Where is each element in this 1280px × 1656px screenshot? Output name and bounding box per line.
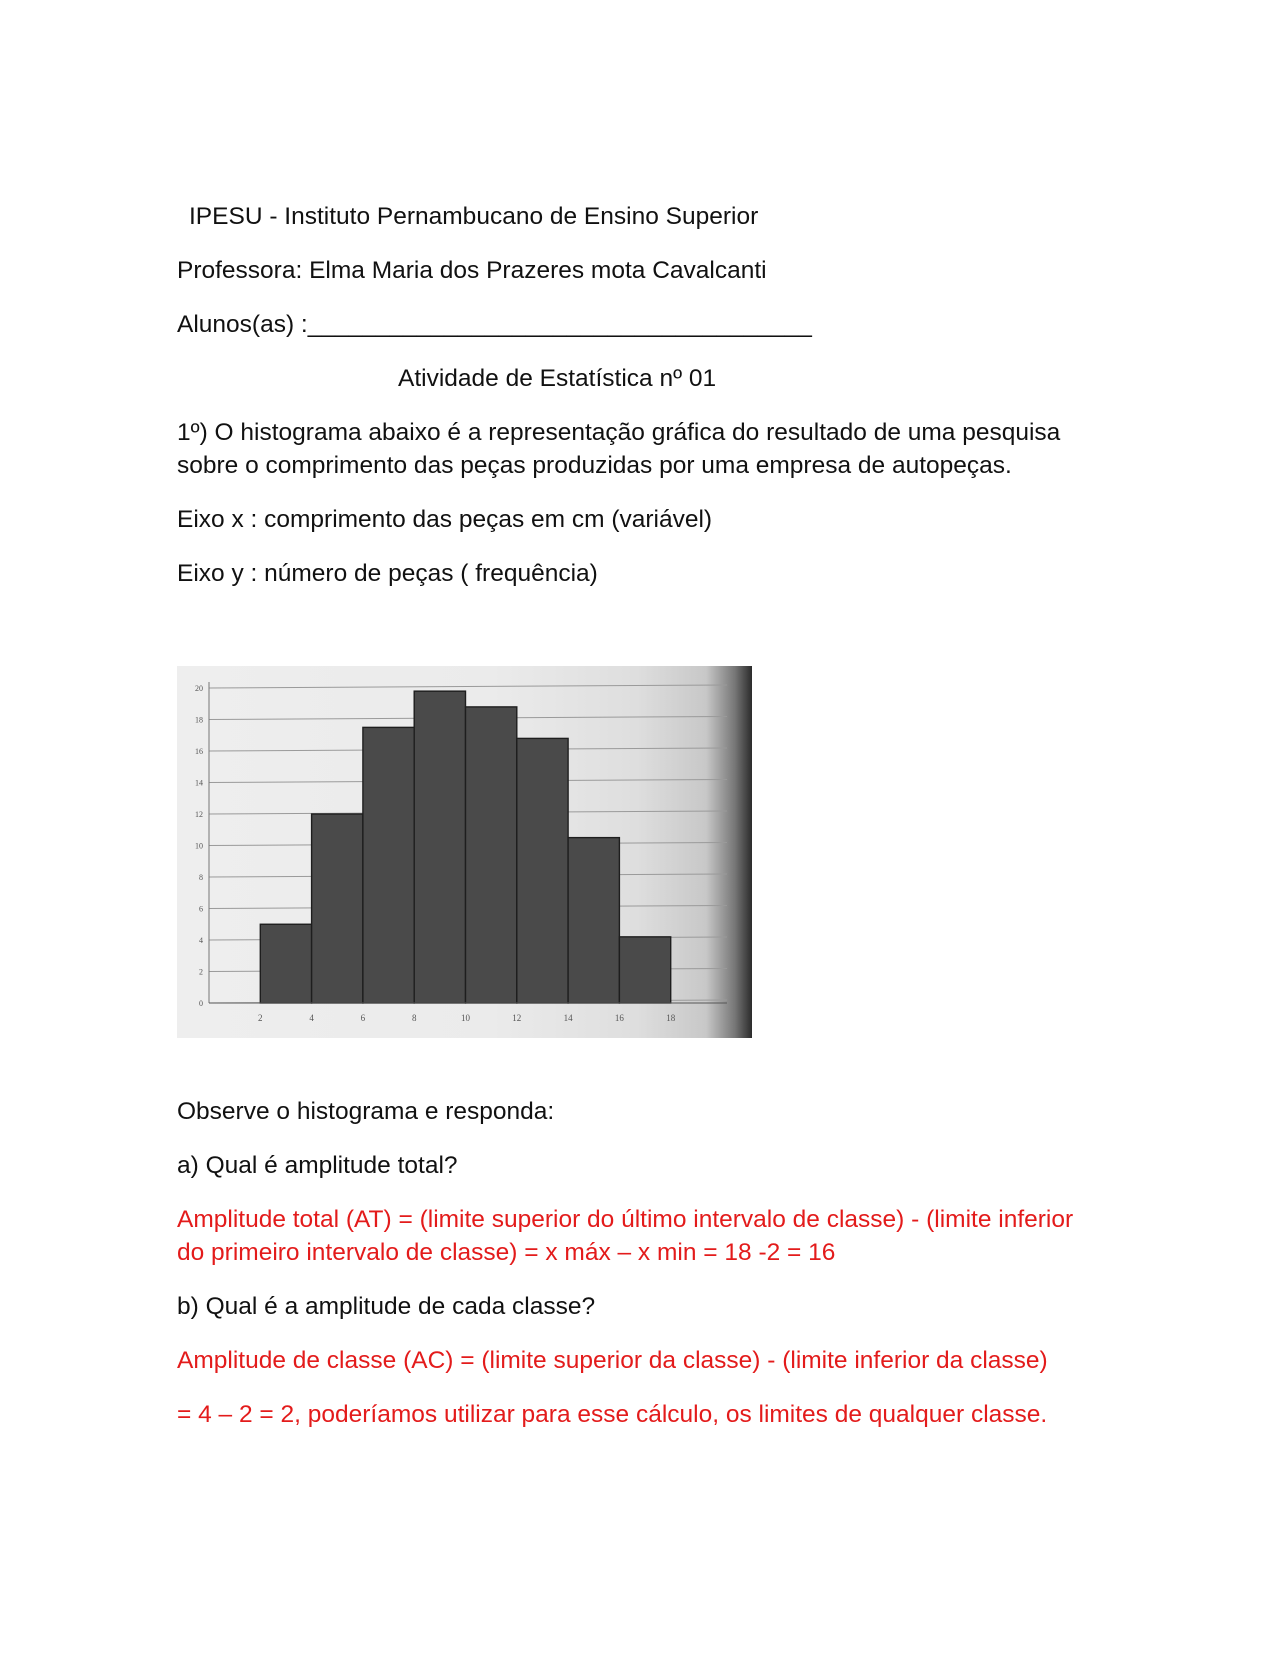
y-tick-label: 8 xyxy=(199,873,203,882)
students-line: Alunos(as) :_____________________________________ xyxy=(177,311,812,338)
y-tick-label: 6 xyxy=(199,904,203,914)
histogram-chart xyxy=(177,666,752,1038)
histogram-bar xyxy=(466,707,517,1003)
x-tick-label: 2 xyxy=(258,1013,263,1023)
x-tick-label: 12 xyxy=(512,1013,522,1023)
x-tick-label: 16 xyxy=(614,1013,624,1023)
x-tick-label: 10 xyxy=(461,1013,470,1023)
histogram-bar xyxy=(414,691,465,1003)
question-b: b) Qual é a amplitude de cada classe? xyxy=(177,1293,596,1320)
x-tick-label: 6 xyxy=(360,1013,366,1023)
x-tick-label: 18 xyxy=(666,1013,676,1023)
histogram-bar xyxy=(260,924,311,1003)
activity-title: Atividade de Estatística nº 01 xyxy=(398,365,717,392)
answer-b-line1: Amplitude de classe (AC) = (limite superior da classe) - (limite inferior da classe) xyxy=(177,1347,1048,1374)
histogram-bar xyxy=(568,838,619,1003)
histogram-bar xyxy=(363,727,414,1003)
y-tick-label: 0 xyxy=(199,999,203,1008)
institution-header: IPESU - Instituto Pernambucano de Ensino Superior xyxy=(189,203,759,230)
question-a: a) Qual é amplitude total? xyxy=(177,1152,458,1179)
y-tick-label: 10 xyxy=(195,841,203,851)
observe-prompt: Observe o histograma e responda: xyxy=(177,1098,555,1125)
y-tick-label: 4 xyxy=(199,936,203,945)
question1-text-line2: sobre o comprimento das peças produzidas por uma empresa de autopeças. xyxy=(177,452,1012,479)
histogram-bar xyxy=(619,937,670,1003)
x-tick-label: 4 xyxy=(309,1013,314,1023)
y-tick-label: 20 xyxy=(195,684,203,693)
x-tick-label: 8 xyxy=(411,1013,417,1023)
y-tick-label: 12 xyxy=(195,810,203,819)
y-tick-label: 2 xyxy=(199,967,203,977)
y-tick-label: 16 xyxy=(195,747,203,756)
y-tick-label: 18 xyxy=(195,715,203,725)
histogram-photo xyxy=(177,666,752,1038)
question1-text-line1: 1º) O histograma abaixo é a representação gráfica do resultado de uma pesquisa xyxy=(177,419,1061,446)
x-tick-label: 14 xyxy=(563,1013,573,1023)
axis-y-description: Eixo y : número de peças ( frequência) xyxy=(177,560,598,587)
answer-a-line1: Amplitude total (AT) = (limite superior do último intervalo de classe) - (limite inferior xyxy=(177,1206,1074,1233)
answer-a-line2: do primeiro intervalo de classe) = x máx – x min = 18 -2 = 16 xyxy=(177,1239,836,1266)
grid-line xyxy=(209,685,727,688)
answer-b-line2: = 4 – 2 = 2, poderíamos utilizar para esse cálculo, os limites de qualquer classe. xyxy=(177,1401,1048,1428)
histogram-bar xyxy=(517,738,568,1003)
professor-line: Professora: Elma Maria dos Prazeres mota Cavalcanti xyxy=(177,257,767,284)
histogram-bar xyxy=(312,814,363,1003)
y-tick-label: 14 xyxy=(195,778,203,788)
axis-x-description: Eixo x : comprimento das peças em cm (variável) xyxy=(177,506,713,533)
